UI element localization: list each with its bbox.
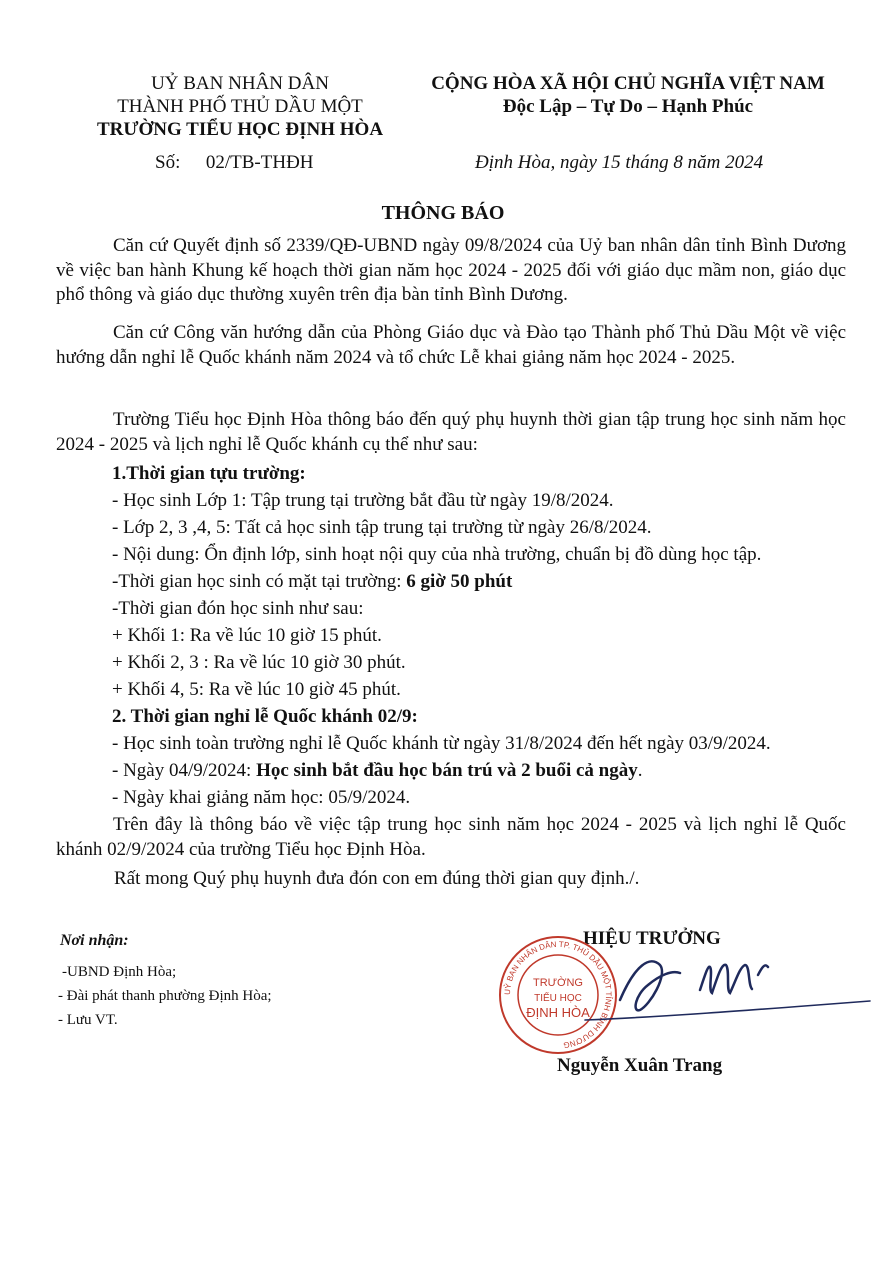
paragraph-announcement: Trường Tiểu học Định Hòa thông báo đến quý phụ huynh thời gian tập trung học sinh năm học 2024 - 2025 và lịch nghỉ lễ Quốc khánh cụ thể như sau: [56,409,846,455]
section1-item-content: - Nội dung: Ổn định lớp, sinh hoạt nội quy của nhà trường, chuẩn bị đồ dùng học tập. [112,544,762,565]
national-title: CỘNG HÒA XÃ HỘI CHỦ NGHĨA VIỆT NAM [431,73,825,94]
recipient-item: - Lưu VT. [58,1012,118,1028]
city-name: THÀNH PHỐ THỦ DẦU MỘT [117,96,363,117]
section1-item-grade1: - Học sinh Lớp 1: Tập trung tại trường bắt đầu từ ngày 19/8/2024. [112,490,614,511]
recipients-label: Nơi nhận: [60,932,129,949]
recipient-item: - Đài phát thanh phường Định Hòa; [58,988,272,1004]
svg-text:UỶ BAN NHÂN DÂN TP. THỦ DẦU MỘ: UỶ BAN NHÂN DÂN TP. THỦ DẦU MỘT TỈNH BÌNH DƯƠNG [502,939,614,1050]
school-name: TRƯỜNG TIỂU HỌC ĐỊNH HÒA [96,119,384,140]
national-motto: Độc Lập – Tự Do – Hạnh Phúc [502,96,754,117]
closing-summary: Trên đây là thông báo về việc tập trung học sinh năm học 2024 - 2025 và lịch nghỉ lễ Quốc khánh 02/9/2024 của trường Tiểu học Định Hòa. [56,814,846,860]
pickup-grade1: + Khối 1: Ra về lúc 10 giờ 15 phút. [112,625,382,646]
section1-arrival-time [112,570,512,594]
signature-title: HIỆU TRƯỞNG [583,928,721,949]
document-number-value: 02/TB-THĐH [205,152,314,173]
handwritten-signature-icon [580,945,880,1025]
arrival-time-value: 6 giờ 50 phút [406,571,513,592]
section2-item-holiday: - Học sinh toàn trường nghỉ lễ Quốc khánh từ ngày 31/8/2024 đến hết ngày 03/9/2024. [112,733,771,754]
paragraph-legal-basis-1: Căn cứ Quyết định số 2339/QĐ-UBND ngày 09/8/2024 của Uỷ ban nhân dân tỉnh Bình Dương về việc ban hành Khung kế hoạch thời gian năm học 2024 - 2025 đối với giáo dục mầm non, giáo dục phổ thông và giáo dục thường xuyên trên địa bàn tỉnh Bình Dương. [56,235,846,305]
closing-request: Rất mong Quý phụ huynh đưa đón con em đúng thời gian quy định./. [114,868,640,889]
recipient-item: -UBND Định Hòa; [62,964,177,980]
svg-text:ĐỊNH HÒA: ĐỊNH HÒA [526,1005,590,1020]
agency-name: UỶ BAN NHÂN DÂN [151,73,329,94]
signatory-name: Nguyễn Xuân Trang [557,1055,723,1076]
section1-heading: 1.Thời gian tựu trường: [112,463,306,484]
document-date: Định Hòa, ngày 15 tháng 8 năm 2024 [475,152,764,173]
section2-item-boarding [112,759,643,783]
arrival-label: -Thời gian học sinh có mặt tại trường: [112,571,407,592]
pickup-grade4-5: + Khối 4, 5: Ra về lúc 10 giờ 45 phút. [112,679,401,700]
boarding-prefix: - Ngày 04/9/2024: [112,760,257,781]
section1-item-grade2-5: - Lớp 2, 3 ,4, 5: Tất cả học sinh tập trung tại trường từ ngày 26/8/2024. [112,517,652,538]
boarding-bold: Học sinh bắt đầu học bán trú và 2 buổi cả ngày [256,760,638,781]
pickup-grade2-3: + Khối 2, 3 : Ra về lúc 10 giờ 30 phút. [112,652,406,673]
document-number-label: Số: [155,152,181,173]
boarding-suffix: . [637,760,643,781]
section2-item-opening: - Ngày khai giảng năm học: 05/9/2024. [112,787,411,808]
section2-heading: 2. Thời gian nghỉ lễ Quốc khánh 02/9: [112,706,418,727]
document-number [155,152,314,174]
svg-text:TIỂU HỌC: TIỂU HỌC [534,993,582,1004]
paragraph-legal-basis-2: Căn cứ Công văn hướng dẫn của Phòng Giáo dục và Đào tạo Thành phố Thủ Dầu Một về việc hướng dẫn nghỉ lễ Quốc khánh năm 2024 và tổ chức Lễ khai giảng năm học 2024 - 2025. [56,322,846,368]
document-title: THÔNG BÁO [381,202,505,224]
svg-text:TRƯỜNG: TRƯỜNG [533,977,583,989]
section1-pickup-label: -Thời gian đón học sinh như sau: [112,598,364,619]
